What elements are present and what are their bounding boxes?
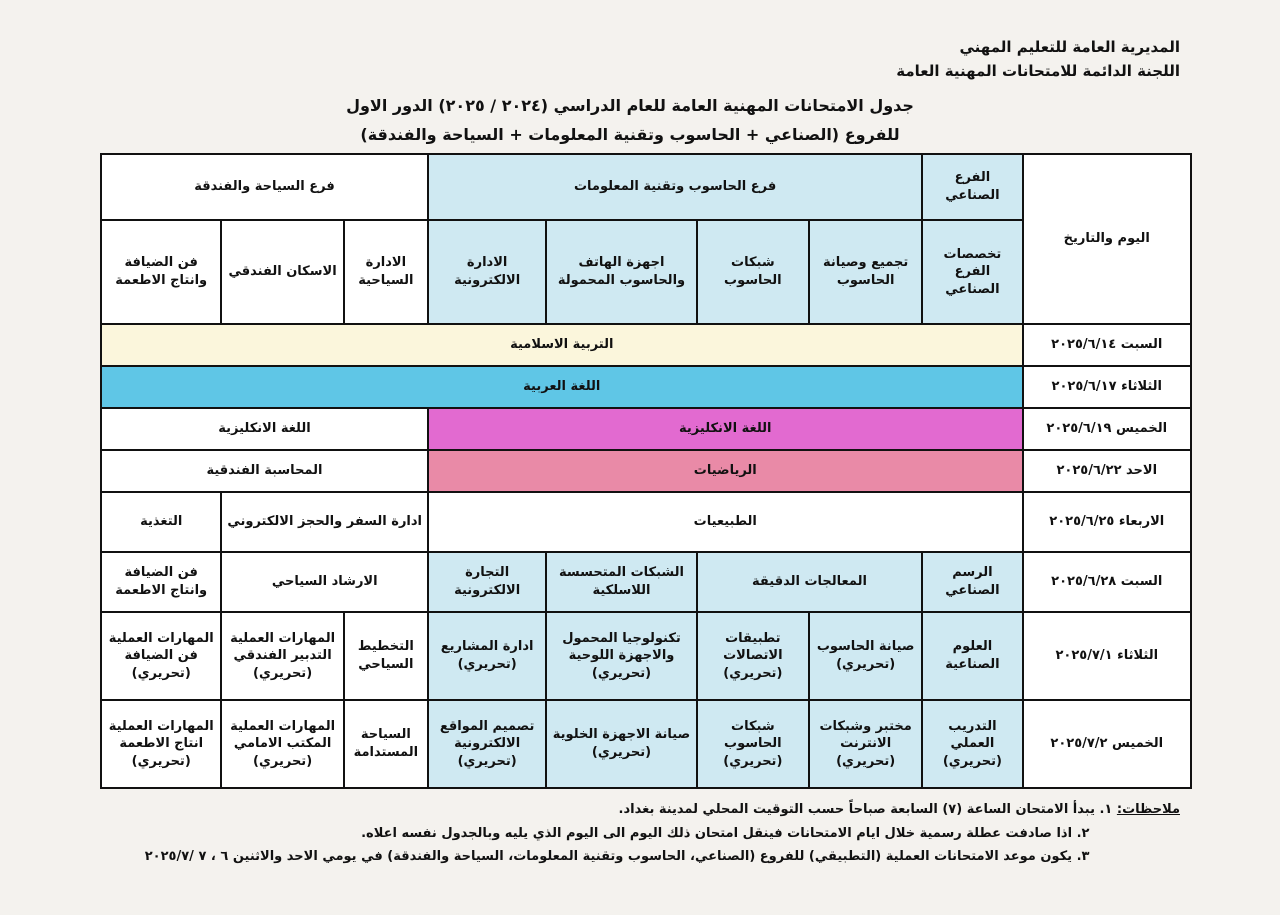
subject-all-branches: اللغة العربية — [101, 366, 1023, 408]
row-day-date: الخميس ٢٠٢٥/٧/٢ — [1023, 700, 1191, 788]
subheader-computer-assembly: تجميع وصيانة الحاسوب — [809, 220, 922, 324]
table-row — [101, 408, 1191, 450]
note-1-text: ١. يبدأ الامتحان الساعة (٧) السابعة صباحاً حسب التوقيت المحلي لمدينة بغداد. — [618, 802, 1113, 817]
table-row — [101, 324, 1191, 366]
subject-industrial-computer: الطبيعيات — [428, 492, 1023, 552]
subject-tourism-admin-housing: الارشاد السياحي — [221, 552, 428, 612]
subject-mobile: تكنولوجيا المحمول والاجهزة اللوحية (تحريري) — [546, 612, 696, 700]
subject-assembly: صيانة الحاسوب (تحريري) — [809, 612, 922, 700]
note-1 — [100, 802, 1180, 817]
subject-mobile: صيانة الاجهزة الخلوية (تحريري) — [546, 700, 696, 788]
row-day-date: الثلاثاء ٢٠٢٥/٧/١ — [1023, 612, 1191, 700]
row-day-date: الاحد ٢٠٢٥/٦/٢٢ — [1023, 450, 1191, 492]
subject-e-administration: التجارة الالكترونية — [428, 552, 546, 612]
subject-assembly: مختبر وشبكات الانترنت (تحريري) — [809, 700, 922, 788]
header-tourism-branch: فرع السياحة والفندقة — [101, 154, 428, 220]
schedule-title: جدول الامتحانات المهنية العامة للعام الدراسي (٢٠٢٤ / ٢٠٢٥) الدور الاول — [346, 96, 914, 115]
header-industrial-branch: الفرع الصناعي — [922, 154, 1022, 220]
row-day-date: الثلاثاء ٢٠٢٥/٦/١٧ — [1023, 366, 1191, 408]
note-2 — [100, 826, 1180, 841]
subject-industrial: التدريب العملي (تحريري) — [922, 700, 1022, 788]
subject-tourism-admin: التخطيط السياحي — [344, 612, 428, 700]
schedule-subtitle: للفروع (الصناعي + الحاسوب وتقنية المعلومات + السياحة والفندقة) — [360, 125, 900, 144]
subject-e-administration: ادارة المشاريع (تحريري) — [428, 612, 546, 700]
table-row — [101, 700, 1191, 788]
subject-tourism: اللغة الانكليزية — [101, 408, 428, 450]
subheader-computer-networks: شبكات الحاسوب — [697, 220, 809, 324]
row-day-date: الخميس ٢٠٢٥/٦/١٩ — [1023, 408, 1191, 450]
subheader-tourism-admin: الادارة السياحية — [344, 220, 428, 324]
table-row — [101, 450, 1191, 492]
note-3 — [100, 849, 1180, 864]
org-name-line2: اللجنة الدائمة للامتحانات المهنية العامة — [896, 62, 1180, 80]
subheader-mobile-devices: اجهزة الهاتف والحاسوب المحمولة — [546, 220, 696, 324]
table-row — [101, 366, 1191, 408]
subheader-e-administration: الادارة الالكترونية — [428, 220, 546, 324]
subject-hospitality: فن الضيافة وانتاج الاطعمة — [101, 552, 221, 612]
subject-assembly-networks: المعالجات الدقيقة — [697, 552, 923, 612]
header-computer-branch: فرع الحاسوب وتقنية المعلومات — [428, 154, 922, 220]
subject-hospitality: التغذية — [101, 492, 221, 552]
subject-industrial-computer: الرياضيات — [428, 450, 1023, 492]
note-2-text: ٢. اذا صادفت عطلة رسمية خلال ايام الامتحانات فينقل امتحان ذلك اليوم الى اليوم الذي يليه وبالجدول نفسه اعلاه. — [361, 826, 1090, 841]
subject-all-branches: التربية الاسلامية — [101, 324, 1023, 366]
subheader-hospitality: فن الضيافة وانتاج الاطعمة — [101, 220, 221, 324]
subject-networks: شبكات الحاسوب (تحريري) — [697, 700, 809, 788]
subject-industrial: العلوم الصناعية — [922, 612, 1022, 700]
row-day-date: السبت ٢٠٢٥/٦/١٤ — [1023, 324, 1191, 366]
org-name-line1: المديرية العامة للتعليم المهني — [959, 38, 1180, 56]
row-day-date: السبت ٢٠٢٥/٦/٢٨ — [1023, 552, 1191, 612]
row-day-date: الاربعاء ٢٠٢٥/٦/٢٥ — [1023, 492, 1191, 552]
subheader-hotel-housing: الاسكان الفندقي — [221, 220, 343, 324]
subject-tourism: المحاسبة الفندقية — [101, 450, 428, 492]
subject-e-administration: تصميم المواقع الالكترونية (تحريري) — [428, 700, 546, 788]
subject-industrial-computer: اللغة الانكليزية — [428, 408, 1023, 450]
subject-hospitality: المهارات العملية انتاج الاطعمة (تحريري) — [101, 700, 221, 788]
table-row — [101, 552, 1191, 612]
subject-housing: المهارات العملية التدبير الفندقي (تحريري) — [221, 612, 343, 700]
subject-tourism-admin: السياحة المستدامة — [344, 700, 428, 788]
note-3-text: ٣. يكون موعد الامتحانات العملية (التطبيقي) للفروع (الصناعي، الحاسوب وتقنية المعلومات، السياحة والفندقة) في يومي الاحد والاثنين ٦ ، ٧ /٢٠٢٥/٧ — [144, 849, 1090, 864]
notes-label: ملاحظات: — [1116, 802, 1180, 817]
subject-mobile: الشبكات المتحسسة اللاسلكية — [546, 552, 696, 612]
table-row — [101, 492, 1191, 552]
table-header-row — [101, 154, 1191, 220]
subheader-industrial-specs: تخصصات الفرع الصناعي — [922, 220, 1022, 324]
subject-housing: المهارات العملية المكتب الامامي (تحريري) — [221, 700, 343, 788]
exam-schedule-table — [100, 153, 1192, 789]
table-row — [101, 612, 1191, 700]
subject-networks: تطبيقات الاتصالات (تحريري) — [697, 612, 809, 700]
subject-hospitality: المهارات العملية فن الضيافة (تحريري) — [101, 612, 221, 700]
header-day-date: اليوم والتاريخ — [1023, 154, 1191, 324]
subject-tourism-admin-housing: ادارة السفر والحجز الالكتروني — [221, 492, 428, 552]
subject-industrial: الرسم الصناعي — [922, 552, 1022, 612]
